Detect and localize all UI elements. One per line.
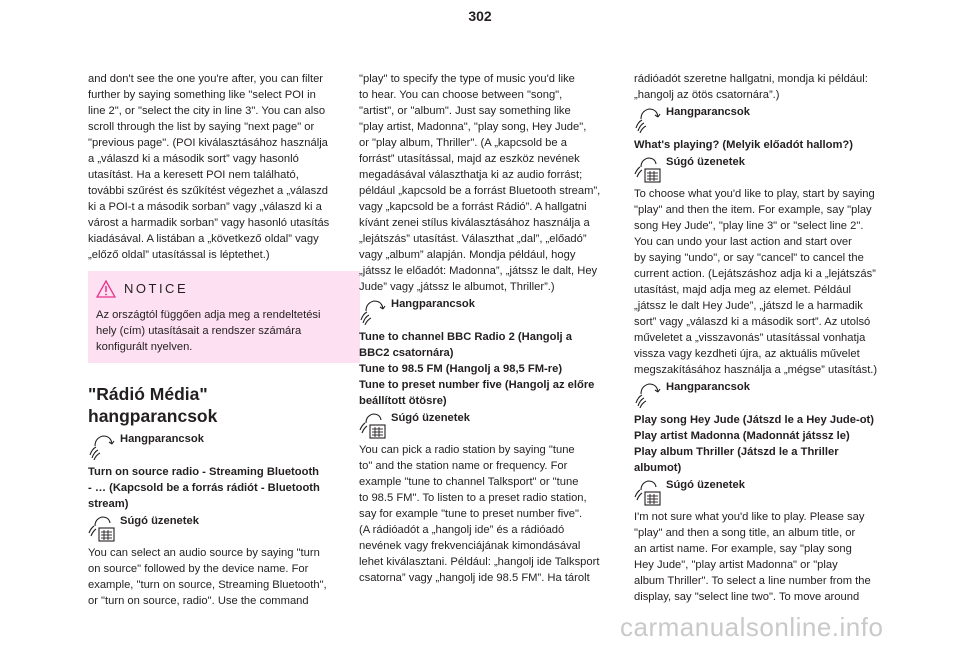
voice-command-label: Hangparancsok — [391, 298, 475, 310]
help-message-icon — [634, 478, 662, 506]
watermark: carmanualsonline.info — [620, 612, 884, 642]
voice-command-icon — [359, 297, 387, 325]
col3-paragraph-3: I'm not sure what you'd like to play. Please say "play" and then a song title, an album title, or an artist name. For example, say "play song Hey Jude", "play artist Madonna" or "play album Thriller". To select a line number from the display, say "select line two". To move around — [634, 511, 871, 603]
help-message-row — [634, 154, 902, 183]
warning-triangle-icon — [96, 280, 116, 298]
voice-command-row — [634, 104, 902, 133]
help-message-label: Súgó üzenetek — [666, 479, 745, 491]
voice-command-icon — [634, 380, 662, 408]
voice-command-icon — [88, 432, 116, 460]
help-message-row — [634, 477, 902, 506]
voice-command-label: Hangparancsok — [666, 381, 750, 393]
notice-header — [96, 277, 352, 301]
column-3 — [634, 71, 902, 605]
command-heading: Turn on source radio - Streaming Bluetooth - … (Kapcsold be a forrás rádiót - Bluetooth stream) — [88, 466, 320, 510]
col2-paragraph-2: You can pick a radio station by saying "tune to" and the station name or frequency. For example "tune to channel Talksport" or "tune to 98.5 FM". To listen to a preset radio station, say for example "tune to preset number five". (A rádióadót a „hangolj ide” és a rádióadó nevének vagy frekvenciájának kimondásával lehet kiválasztani. Például: „hangolj ide Talksport csatorna” vagy „hangolj ide 98.5 FM”. Ha tárolt — [359, 444, 600, 584]
col3-paragraph-2: To choose what you'd like to play, start by saying "play" and then the item. For example, say "play song Hey Jude", "play line 3" or "select line 2". You can undo your last action and start over by saying "undo", or say "cancel" to cancel the current action. (Lejátszáshoz adja ki a „lejátszás” utasítást, majd adja meg az elemet. Például „játssz le dalt Hey Jude”, „játszd le a harmadik sort” vagy „válaszd ki a második sort”. Az utolsó műveletet a „visszavonás” utasítással vonhatja vissza vagy kezdheti újra, az aktuális művelet megszakításához használja a „mégse” utasítást.) — [634, 188, 878, 376]
col3-paragraph-1: rádióadót szeretne hallgatni, mondja ki például: „hangolj az ötös csatornára”.) — [634, 73, 868, 101]
voice-command-label: Hangparancsok — [120, 433, 204, 445]
help-message-row — [88, 513, 356, 542]
command-heading: Play song Hey Jude (Játszd le a Hey Jude-ot) Play artist Madonna (Madonnát játssz le) Play album Thriller (Játszd le a Thriller albumot) — [634, 414, 874, 474]
column-1 — [88, 71, 356, 609]
help-message-icon — [88, 514, 116, 542]
help-message-icon — [634, 155, 662, 183]
voice-command-row — [634, 379, 902, 408]
col1-paragraph-1: and don't see the one you're after, you can filter further by saying something like "select POI in line 2", or "select the city in line 3". You can also scroll through the list by saying "next page" or "previous page". (POI kiválasztásához használja a „válaszd ki a második sort” vagy hasonló utasítást. Ha a keresett POI nem található, további szűrést és szűkítést végezhet a „válaszd ki a POI-t a második sorban” vagy „válaszd ki a várost a harmadik sorban” vagy hasonló utasítás kiadásával. A listában a „következő oldal” vagy „előző oldal” utasítással is léptethet.) — [88, 73, 330, 261]
voice-command-row — [359, 296, 627, 325]
help-message-label: Súgó üzenetek — [120, 515, 199, 527]
page-number: 302 — [468, 8, 492, 24]
voice-command-icon — [634, 105, 662, 133]
help-message-label: Súgó üzenetek — [666, 156, 745, 168]
notice-box — [88, 271, 360, 363]
help-message-icon — [359, 411, 387, 439]
notice-title: NOTICE — [124, 281, 189, 296]
voice-command-row — [88, 431, 356, 460]
voice-command-label: Hangparancsok — [666, 106, 750, 118]
col1-paragraph-2: You can select an audio source by saying "turn on source" followed by the device name. For example, "turn on source, Streaming Bluetooth", or "turn on source, radio". Use the command — [88, 547, 327, 607]
notice-text: Az országtól függően adja meg a rendeltetési hely (cím) utasításait a rendszer számára konfigurált nyelven. — [96, 309, 321, 353]
help-message-label: Súgó üzenetek — [391, 412, 470, 424]
command-heading: Tune to channel BBC Radio 2 (Hangolj a BBC2 csatornára) Tune to 98.5 FM (Hangolj a 98,5 FM-re) Tune to preset number five (Hangolj az előre beállított ötösre) — [359, 331, 595, 407]
help-message-row — [359, 410, 627, 439]
section-title: "Rádió Média" hangparancsok — [88, 384, 218, 426]
col2-paragraph-1: "play" to specify the type of music you'd like to hear. You can choose between "song", "artist", or "album". Just say something like "play artist, Madonna", "play song, Hey Jude", or "play album, Thriller". (A „kapcsold be a forrást” utasítással, majd az eszköz nevének megadásával választhatja ki az audio forrást; például „kapcsold be a forrást Bluetooth stream”, vagy „kapcsold be a forrást Rádió”. A hallgatni kívánt zenei stílus kiválasztásához használja a „lejátszás” utasítást. Választhat „dal”, „előadó” vagy „album” alapján. Mondja például, hogy „játssz le előadót: Madonna”, „játssz le dalt, Hey Jude” vagy „játssz le albumot, Thriller”.) — [359, 73, 601, 293]
column-2 — [359, 71, 627, 586]
command-heading: What's playing? (Melyik előadót hallom?) — [634, 139, 853, 151]
